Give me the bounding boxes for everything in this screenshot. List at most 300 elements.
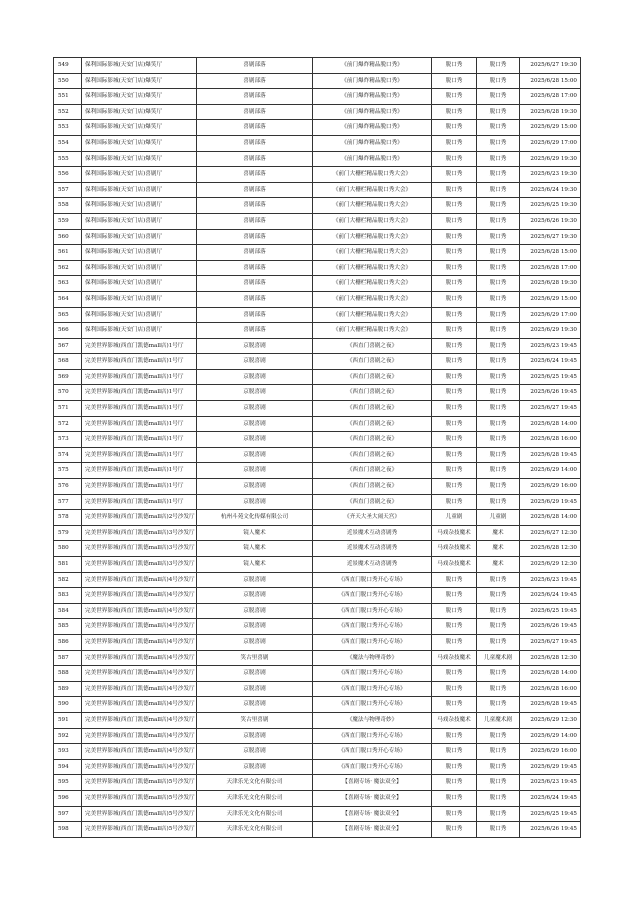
- subcategory-cell: 脱口秀: [477, 323, 520, 339]
- subcategory-cell: 脱口秀: [477, 120, 520, 136]
- subcategory-cell: 脱口秀: [477, 151, 520, 167]
- row-number: 569: [54, 369, 82, 385]
- venue-cell: 完美世界影城(西直门凯德mall店)1号厅: [82, 494, 197, 510]
- category-cell: 脱口秀: [432, 790, 477, 806]
- show-title-cell: 《魔法与物理奇妙》: [313, 650, 432, 666]
- row-number: 557: [54, 182, 82, 198]
- showtime-cell: 2025/6/26 19:45: [520, 385, 581, 401]
- venue-cell: 保利国际影城(天安门店)喜剧厅: [82, 276, 197, 292]
- show-title-cell: 《前门爆炸精品脱口秀》: [313, 151, 432, 167]
- table-row: [54, 759, 581, 775]
- category-cell: 脱口秀: [432, 494, 477, 510]
- showtime-cell: 2025/6/28 17:00: [520, 260, 581, 276]
- venue-cell: 保利国际影城(天安门店)喜剧厅: [82, 198, 197, 214]
- venue-cell: 完美世界影城(西直门凯德mall店)1号厅: [82, 354, 197, 370]
- subcategory-cell: 脱口秀: [477, 463, 520, 479]
- venue-cell: 完美世界影城(西直门凯德mall店)1号厅: [82, 416, 197, 432]
- organizer-cell: 喜剧部落: [197, 260, 313, 276]
- category-cell: 马戏杂技魔术: [432, 525, 477, 541]
- venue-cell: 完美世界影城(西直门凯德mall店)4号沙发厅: [82, 634, 197, 650]
- row-number: 551: [54, 89, 82, 105]
- organizer-cell: 京脱喜剧: [197, 759, 313, 775]
- organizer-cell: 喜剧部落: [197, 307, 313, 323]
- subcategory-cell: 脱口秀: [477, 58, 520, 74]
- show-title-cell: 《西直门喜剧之夜》: [313, 479, 432, 495]
- show-title-cell: 《前门大栅栏精品脱口秀大会》: [313, 213, 432, 229]
- show-title-cell: 《西直门脱口秀开心专场》: [313, 588, 432, 604]
- category-cell: 脱口秀: [432, 603, 477, 619]
- show-title-cell: 《前门大栅栏精品脱口秀大会》: [313, 276, 432, 292]
- table-row: [54, 182, 581, 198]
- show-title-cell: 《前门大栅栏精品脱口秀大会》: [313, 260, 432, 276]
- organizer-cell: 京脱喜剧: [197, 697, 313, 713]
- category-cell: 脱口秀: [432, 73, 477, 89]
- subcategory-cell: 脱口秀: [477, 759, 520, 775]
- showtime-cell: 2025/6/25 19:45: [520, 806, 581, 822]
- showtime-cell: 2025/6/29 16:00: [520, 479, 581, 495]
- venue-cell: 完美世界影城(西直门凯德mall店)1号厅: [82, 479, 197, 495]
- table-row: [54, 463, 581, 479]
- venue-cell: 完美世界影城(西直门凯德mall店)4号沙发厅: [82, 744, 197, 760]
- organizer-cell: 天津乐光文化有限公司: [197, 822, 313, 838]
- row-number: 593: [54, 744, 82, 760]
- showtime-cell: 2025/6/26 19:30: [520, 213, 581, 229]
- row-number: 564: [54, 291, 82, 307]
- row-number: 576: [54, 479, 82, 495]
- venue-cell: 完美世界影城(西直门凯德mall店)4号沙发厅: [82, 666, 197, 682]
- organizer-cell: 喜剧部落: [197, 245, 313, 261]
- showtime-cell: 2025/6/28 19:45: [520, 447, 581, 463]
- table-row: [54, 775, 581, 791]
- showtime-cell: 2025/6/29 19:45: [520, 494, 581, 510]
- show-title-cell: 《西直门喜剧之夜》: [313, 447, 432, 463]
- row-number: 589: [54, 681, 82, 697]
- subcategory-cell: 脱口秀: [477, 790, 520, 806]
- show-title-cell: 《前门大栅栏精品脱口秀大会》: [313, 245, 432, 261]
- table-row: [54, 728, 581, 744]
- row-number: 586: [54, 634, 82, 650]
- venue-cell: 保利国际影城(天安门店)喜剧厅: [82, 245, 197, 261]
- subcategory-cell: 脱口秀: [477, 447, 520, 463]
- organizer-cell: 京脱喜剧: [197, 728, 313, 744]
- show-title-cell: 《西直门脱口秀开心专场》: [313, 603, 432, 619]
- venue-cell: 保利国际影城(天安门店)喜剧厅: [82, 307, 197, 323]
- row-number: 581: [54, 557, 82, 573]
- row-number: 558: [54, 198, 82, 214]
- row-number: 563: [54, 276, 82, 292]
- schedule-table: [53, 57, 581, 838]
- category-cell: 脱口秀: [432, 307, 477, 323]
- table-row: [54, 291, 581, 307]
- subcategory-cell: 脱口秀: [477, 416, 520, 432]
- subcategory-cell: 脱口秀: [477, 369, 520, 385]
- row-number: 580: [54, 541, 82, 557]
- category-cell: 马戏杂技魔术: [432, 541, 477, 557]
- category-cell: 脱口秀: [432, 323, 477, 339]
- organizer-cell: 喜剧部落: [197, 229, 313, 245]
- category-cell: 脱口秀: [432, 744, 477, 760]
- show-title-cell: 《前门大栅栏精品脱口秀大会》: [313, 182, 432, 198]
- category-cell: 脱口秀: [432, 354, 477, 370]
- show-title-cell: 《前门爆炸精品脱口秀》: [313, 73, 432, 89]
- show-title-cell: 《前门爆炸精品脱口秀》: [313, 135, 432, 151]
- row-number: 596: [54, 790, 82, 806]
- showtime-cell: 2025/6/27 19:45: [520, 634, 581, 650]
- organizer-cell: 天津乐光文化有限公司: [197, 806, 313, 822]
- row-number: 568: [54, 354, 82, 370]
- show-title-cell: 【喜剧专场· 魔法双全】: [313, 775, 432, 791]
- show-title-cell: 《西直门喜剧之夜》: [313, 369, 432, 385]
- organizer-cell: 京脱喜剧: [197, 681, 313, 697]
- table-row: [54, 432, 581, 448]
- show-title-cell: 《西直门脱口秀开心专场》: [313, 619, 432, 635]
- organizer-cell: 喜剧部落: [197, 167, 313, 183]
- category-cell: 脱口秀: [432, 58, 477, 74]
- subcategory-cell: 脱口秀: [477, 229, 520, 245]
- table-row: [54, 58, 581, 74]
- table-row: [54, 619, 581, 635]
- category-cell: 马戏杂技魔术: [432, 557, 477, 573]
- row-number: 595: [54, 775, 82, 791]
- subcategory-cell: 脱口秀: [477, 603, 520, 619]
- show-title-cell: 《西直门喜剧之夜》: [313, 432, 432, 448]
- table-row: [54, 634, 581, 650]
- showtime-cell: 2025/6/28 15:00: [520, 245, 581, 261]
- category-cell: 脱口秀: [432, 432, 477, 448]
- organizer-cell: 京脱喜剧: [197, 369, 313, 385]
- category-cell: 脱口秀: [432, 120, 477, 136]
- row-number: 594: [54, 759, 82, 775]
- showtime-cell: 2025/6/28 19:30: [520, 104, 581, 120]
- showtime-cell: 2025/6/29 14:00: [520, 463, 581, 479]
- show-title-cell: 《西直门喜剧之夜》: [313, 494, 432, 510]
- venue-cell: 完美世界影城(西直门凯德mall店)1号厅: [82, 432, 197, 448]
- venue-cell: 完美世界影城(西直门凯德mall店)4号沙发厅: [82, 681, 197, 697]
- venue-cell: 完美世界影城(西直门凯德mall店)4号沙发厅: [82, 712, 197, 728]
- row-number: 575: [54, 463, 82, 479]
- row-number: 555: [54, 151, 82, 167]
- show-title-cell: 《前门爆炸精品脱口秀》: [313, 89, 432, 105]
- venue-cell: 完美世界影城(西直门凯德mall店)5号沙发厅: [82, 790, 197, 806]
- table-row: [54, 369, 581, 385]
- subcategory-cell: 脱口秀: [477, 260, 520, 276]
- show-title-cell: 《前门大栅栏精品脱口秀大会》: [313, 291, 432, 307]
- show-title-cell: 近景魔术互动喜剧秀: [313, 525, 432, 541]
- organizer-cell: 京脱喜剧: [197, 479, 313, 495]
- subcategory-cell: 脱口秀: [477, 697, 520, 713]
- organizer-cell: 喜剧部落: [197, 291, 313, 307]
- show-title-cell: 《西直门脱口秀开心专场》: [313, 744, 432, 760]
- subcategory-cell: 脱口秀: [477, 73, 520, 89]
- showtime-cell: 2025/6/27 19:30: [520, 229, 581, 245]
- showtime-cell: 2025/6/23 19:45: [520, 775, 581, 791]
- show-title-cell: 近景魔术互动喜剧秀: [313, 557, 432, 573]
- table-row: [54, 697, 581, 713]
- subcategory-cell: 脱口秀: [477, 572, 520, 588]
- table-row: [54, 650, 581, 666]
- showtime-cell: 2025/6/26 19:45: [520, 822, 581, 838]
- venue-cell: 保利国际影城(天安门店)爆笑厅: [82, 104, 197, 120]
- table-row: [54, 572, 581, 588]
- show-title-cell: 《前门大栅栏精品脱口秀大会》: [313, 307, 432, 323]
- subcategory-cell: 脱口秀: [477, 822, 520, 838]
- show-title-cell: 《西直门喜剧之夜》: [313, 354, 432, 370]
- subcategory-cell: 脱口秀: [477, 276, 520, 292]
- organizer-cell: 京脱喜剧: [197, 619, 313, 635]
- show-title-cell: 《前门大栅栏精品脱口秀大会》: [313, 323, 432, 339]
- show-title-cell: 《西直门脱口秀开心专场》: [313, 634, 432, 650]
- organizer-cell: 喜剧部落: [197, 104, 313, 120]
- row-number: 550: [54, 73, 82, 89]
- subcategory-cell: 脱口秀: [477, 338, 520, 354]
- subcategory-cell: 脱口秀: [477, 432, 520, 448]
- category-cell: 脱口秀: [432, 806, 477, 822]
- organizer-cell: 镜人魔术: [197, 557, 313, 573]
- venue-cell: 完美世界影城(西直门凯德mall店)4号沙发厅: [82, 619, 197, 635]
- showtime-cell: 2025/6/28 14:00: [520, 666, 581, 682]
- row-number: 579: [54, 525, 82, 541]
- venue-cell: 完美世界影城(西直门凯德mall店)4号沙发厅: [82, 603, 197, 619]
- organizer-cell: 喜剧部落: [197, 213, 313, 229]
- row-number: 552: [54, 104, 82, 120]
- venue-cell: 保利国际影城(天安门店)喜剧厅: [82, 182, 197, 198]
- venue-cell: 完美世界影城(西直门凯德mall店)4号沙发厅: [82, 759, 197, 775]
- venue-cell: 完美世界影城(西直门凯德mall店)1号厅: [82, 447, 197, 463]
- showtime-cell: 2025/6/27 12:30: [520, 525, 581, 541]
- table-row: [54, 151, 581, 167]
- category-cell: 脱口秀: [432, 479, 477, 495]
- table-row: [54, 167, 581, 183]
- table-row: [54, 323, 581, 339]
- table-row: [54, 790, 581, 806]
- table-row: [54, 338, 581, 354]
- subcategory-cell: 脱口秀: [477, 728, 520, 744]
- venue-cell: 保利国际影城(天安门店)喜剧厅: [82, 167, 197, 183]
- category-cell: 脱口秀: [432, 276, 477, 292]
- organizer-cell: 笑古里喜剧: [197, 650, 313, 666]
- table-row: [54, 401, 581, 417]
- subcategory-cell: 脱口秀: [477, 775, 520, 791]
- venue-cell: 完美世界影城(西直门凯德mall店)1号厅: [82, 369, 197, 385]
- subcategory-cell: 魔术: [477, 557, 520, 573]
- subcategory-cell: 脱口秀: [477, 744, 520, 760]
- organizer-cell: 京脱喜剧: [197, 354, 313, 370]
- organizer-cell: 喜剧部落: [197, 89, 313, 105]
- show-title-cell: 《西直门喜剧之夜》: [313, 401, 432, 417]
- subcategory-cell: 脱口秀: [477, 89, 520, 105]
- table-row: [54, 588, 581, 604]
- table-row: [54, 822, 581, 838]
- row-number: 573: [54, 432, 82, 448]
- venue-cell: 保利国际影城(天安门店)喜剧厅: [82, 229, 197, 245]
- subcategory-cell: 脱口秀: [477, 182, 520, 198]
- row-number: 583: [54, 588, 82, 604]
- showtime-cell: 2025/6/29 19:45: [520, 759, 581, 775]
- row-number: 559: [54, 213, 82, 229]
- subcategory-cell: 魔术: [477, 541, 520, 557]
- organizer-cell: 喜剧部落: [197, 135, 313, 151]
- organizer-cell: 京脱喜剧: [197, 666, 313, 682]
- table-row: [54, 354, 581, 370]
- showtime-cell: 2025/6/24 19:30: [520, 182, 581, 198]
- show-title-cell: 《西直门喜剧之夜》: [313, 338, 432, 354]
- row-number: 556: [54, 167, 82, 183]
- category-cell: 脱口秀: [432, 697, 477, 713]
- show-title-cell: 《西直门喜剧之夜》: [313, 416, 432, 432]
- showtime-cell: 2025/6/28 17:00: [520, 89, 581, 105]
- organizer-cell: 喜剧部落: [197, 58, 313, 74]
- show-title-cell: 《西直门脱口秀开心专场》: [313, 728, 432, 744]
- table-row: [54, 447, 581, 463]
- organizer-cell: 天津乐光文化有限公司: [197, 790, 313, 806]
- showtime-cell: 2025/6/28 15:00: [520, 73, 581, 89]
- subcategory-cell: 儿童剧: [477, 510, 520, 526]
- organizer-cell: 笑古里喜剧: [197, 712, 313, 728]
- showtime-cell: 2025/6/27 19:30: [520, 58, 581, 74]
- showtime-cell: 2025/6/28 19:30: [520, 276, 581, 292]
- category-cell: 脱口秀: [432, 245, 477, 261]
- row-number: 562: [54, 260, 82, 276]
- subcategory-cell: 脱口秀: [477, 588, 520, 604]
- table-row: [54, 104, 581, 120]
- row-number: 549: [54, 58, 82, 74]
- showtime-cell: 2025/6/29 12:30: [520, 712, 581, 728]
- venue-cell: 保利国际影城(天安门店)喜剧厅: [82, 260, 197, 276]
- table-row: [54, 307, 581, 323]
- venue-cell: 完美世界影城(西直门凯德mall店)5号沙发厅: [82, 822, 197, 838]
- category-cell: 脱口秀: [432, 369, 477, 385]
- show-title-cell: 近景魔术互动喜剧秀: [313, 541, 432, 557]
- showtime-cell: 2025/6/28 19:45: [520, 697, 581, 713]
- organizer-cell: 喜剧部落: [197, 323, 313, 339]
- organizer-cell: 京脱喜剧: [197, 494, 313, 510]
- table-row: [54, 213, 581, 229]
- showtime-cell: 2025/6/24 19:45: [520, 790, 581, 806]
- category-cell: 脱口秀: [432, 681, 477, 697]
- subcategory-cell: 脱口秀: [477, 198, 520, 214]
- table-row: [54, 666, 581, 682]
- category-cell: 脱口秀: [432, 634, 477, 650]
- row-number: 561: [54, 245, 82, 261]
- venue-cell: 完美世界影城(西直门凯德mall店)3号沙发厅: [82, 557, 197, 573]
- showtime-cell: 2025/6/28 12:30: [520, 650, 581, 666]
- category-cell: 脱口秀: [432, 416, 477, 432]
- category-cell: 马戏杂技魔术: [432, 712, 477, 728]
- organizer-cell: 京脱喜剧: [197, 447, 313, 463]
- organizer-cell: 京脱喜剧: [197, 338, 313, 354]
- category-cell: 儿童剧: [432, 510, 477, 526]
- show-title-cell: 《齐天大圣大闹天宫》: [313, 510, 432, 526]
- table-row: [54, 245, 581, 261]
- organizer-cell: 京脱喜剧: [197, 572, 313, 588]
- subcategory-cell: 脱口秀: [477, 619, 520, 635]
- organizer-cell: 喜剧部落: [197, 182, 313, 198]
- subcategory-cell: 脱口秀: [477, 167, 520, 183]
- show-title-cell: 《前门大栅栏精品脱口秀大会》: [313, 229, 432, 245]
- table-row: [54, 276, 581, 292]
- venue-cell: 完美世界影城(西直门凯德mall店)3号沙发厅: [82, 541, 197, 557]
- category-cell: 脱口秀: [432, 89, 477, 105]
- table-row: [54, 525, 581, 541]
- subcategory-cell: 脱口秀: [477, 213, 520, 229]
- organizer-cell: 喜剧部落: [197, 120, 313, 136]
- showtime-cell: 2025/6/28 12:30: [520, 541, 581, 557]
- showtime-cell: 2025/6/29 17:00: [520, 307, 581, 323]
- show-title-cell: 《西直门脱口秀开心专场》: [313, 666, 432, 682]
- venue-cell: 保利国际影城(天安门店)爆笑厅: [82, 120, 197, 136]
- show-title-cell: 《西直门脱口秀开心专场》: [313, 697, 432, 713]
- show-title-cell: 《前门大栅栏精品脱口秀大会》: [313, 167, 432, 183]
- showtime-cell: 2025/6/29 15:00: [520, 291, 581, 307]
- showtime-cell: 2025/6/29 19:30: [520, 323, 581, 339]
- venue-cell: 完美世界影城(西直门凯德mall店)2号沙发厅: [82, 510, 197, 526]
- category-cell: 脱口秀: [432, 463, 477, 479]
- row-number: 554: [54, 135, 82, 151]
- category-cell: 马戏杂技魔术: [432, 650, 477, 666]
- category-cell: 脱口秀: [432, 167, 477, 183]
- table-row: [54, 89, 581, 105]
- row-number: 553: [54, 120, 82, 136]
- category-cell: 脱口秀: [432, 401, 477, 417]
- category-cell: 脱口秀: [432, 759, 477, 775]
- category-cell: 脱口秀: [432, 447, 477, 463]
- show-title-cell: 【喜剧专场· 魔法双全】: [313, 822, 432, 838]
- row-number: 572: [54, 416, 82, 432]
- table-row: [54, 229, 581, 245]
- organizer-cell: 京脱喜剧: [197, 463, 313, 479]
- venue-cell: 完美世界影城(西直门凯德mall店)5号沙发厅: [82, 806, 197, 822]
- venue-cell: 完美世界影城(西直门凯德mall店)4号沙发厅: [82, 588, 197, 604]
- subcategory-cell: 脱口秀: [477, 666, 520, 682]
- table-row: [54, 603, 581, 619]
- row-number: 570: [54, 385, 82, 401]
- row-number: 574: [54, 447, 82, 463]
- row-number: 592: [54, 728, 82, 744]
- venue-cell: 完美世界影城(西直门凯德mall店)1号厅: [82, 463, 197, 479]
- table-row: [54, 135, 581, 151]
- subcategory-cell: 脱口秀: [477, 354, 520, 370]
- row-number: 585: [54, 619, 82, 635]
- showtime-cell: 2025/6/28 14:00: [520, 416, 581, 432]
- show-title-cell: 《西直门喜剧之夜》: [313, 385, 432, 401]
- subcategory-cell: 脱口秀: [477, 806, 520, 822]
- category-cell: 脱口秀: [432, 260, 477, 276]
- row-number: 582: [54, 572, 82, 588]
- showtime-cell: 2025/6/29 17:00: [520, 135, 581, 151]
- subcategory-cell: 脱口秀: [477, 245, 520, 261]
- subcategory-cell: 魔术: [477, 525, 520, 541]
- category-cell: 脱口秀: [432, 572, 477, 588]
- showtime-cell: 2025/6/26 19:45: [520, 619, 581, 635]
- show-title-cell: 《前门大栅栏精品脱口秀大会》: [313, 198, 432, 214]
- showtime-cell: 2025/6/23 19:45: [520, 572, 581, 588]
- table-row: [54, 712, 581, 728]
- show-title-cell: 《前门爆炸精品脱口秀》: [313, 104, 432, 120]
- category-cell: 脱口秀: [432, 229, 477, 245]
- organizer-cell: 镜人魔术: [197, 525, 313, 541]
- subcategory-cell: 脱口秀: [477, 135, 520, 151]
- subcategory-cell: 脱口秀: [477, 307, 520, 323]
- category-cell: 脱口秀: [432, 338, 477, 354]
- show-title-cell: 【喜剧专场· 魔法双全】: [313, 806, 432, 822]
- row-number: 571: [54, 401, 82, 417]
- category-cell: 脱口秀: [432, 619, 477, 635]
- venue-cell: 完美世界影城(西直门凯德mall店)4号沙发厅: [82, 650, 197, 666]
- subcategory-cell: 脱口秀: [477, 681, 520, 697]
- table-row: [54, 541, 581, 557]
- table-row: [54, 120, 581, 136]
- row-number: 578: [54, 510, 82, 526]
